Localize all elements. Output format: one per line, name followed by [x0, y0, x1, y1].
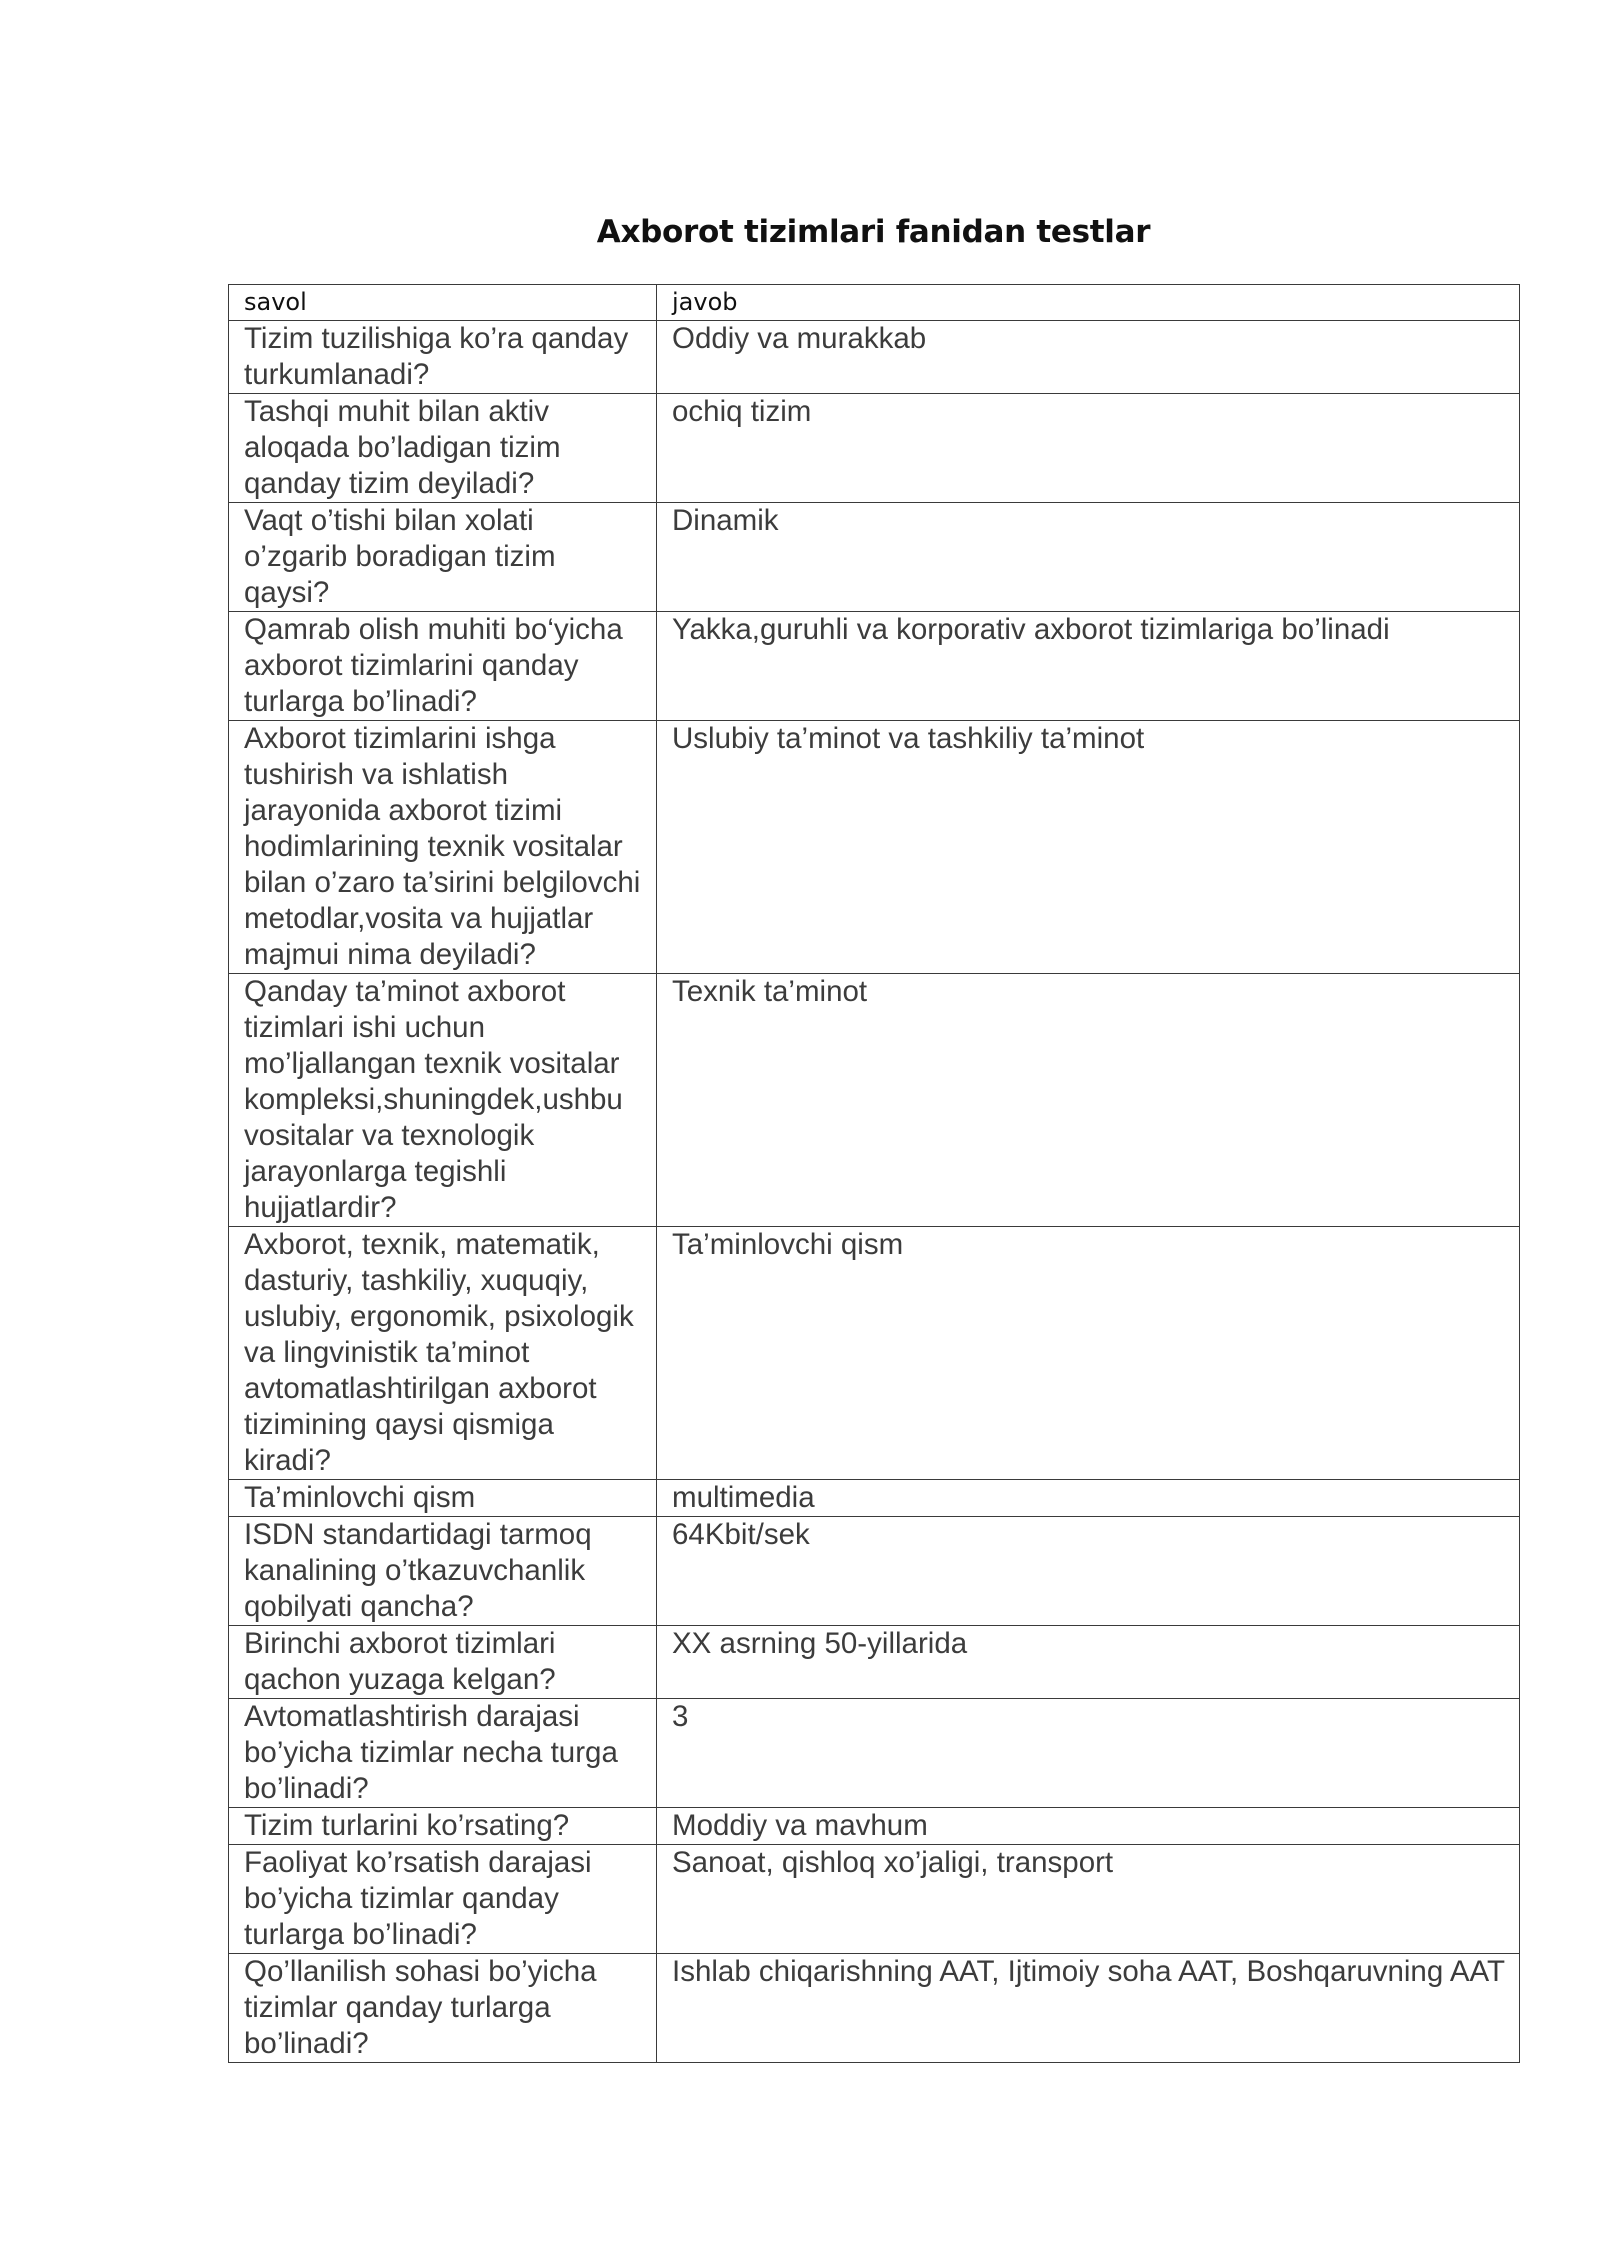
- answer-cell: Oddiy va murakkab: [657, 321, 1520, 394]
- question-cell: Faoliyat ko’rsatish darajasi bo’yicha tizimlar qanday turlarga bo’linadi?: [229, 1845, 657, 1954]
- table-row: [229, 1480, 1520, 1517]
- answer-cell: Ishlab chiqarishning AAT, Ijtimoiy soha AAT, Boshqaruvning AAT: [657, 1954, 1520, 2063]
- answer-cell: Ta’minlovchi qism: [657, 1227, 1520, 1480]
- column-header-question: savol: [229, 285, 657, 321]
- answer-cell: 64Kbit/sek: [657, 1517, 1520, 1626]
- answer-cell: Moddiy va mavhum: [657, 1808, 1520, 1845]
- answer-cell: 3: [657, 1699, 1520, 1808]
- question-cell: Tashqi muhit bilan aktiv aloqada bo’ladigan tizim qanday tizim deyiladi?: [229, 394, 657, 503]
- answer-cell: Texnik ta’minot: [657, 974, 1520, 1227]
- table-row: [229, 321, 1520, 394]
- qa-table: [228, 284, 1520, 2063]
- table-row: [229, 1954, 1520, 2063]
- question-cell: Tizim tuzilishiga ko’ra qanday turkumlanadi?: [229, 321, 657, 394]
- table-header-row: [229, 285, 1520, 321]
- table-row: [229, 503, 1520, 612]
- question-cell: Birinchi axborot tizimlari qachon yuzaga kelgan?: [229, 1626, 657, 1699]
- table-row: [229, 1808, 1520, 1845]
- answer-cell: Dinamik: [657, 503, 1520, 612]
- table-row: [229, 721, 1520, 974]
- answer-cell: XX asrning 50-yillarida: [657, 1626, 1520, 1699]
- question-cell: Avtomatlashtirish darajasi bo’yicha tizimlar necha turga bo’linadi?: [229, 1699, 657, 1808]
- table-row: [229, 1699, 1520, 1808]
- table-row: [229, 974, 1520, 1227]
- answer-cell: ochiq tizim: [657, 394, 1520, 503]
- page-title: Axborot tizimlari fanidan testlar: [596, 214, 1151, 250]
- question-cell: Axborot, texnik, matematik, dasturiy, tashkiliy, xuquqiy, uslubiy, ergonomik, psixologik va lingvinistik ta’minot avtomatlashtirilgan axborot tizimining qaysi qismiga kiradi?: [229, 1227, 657, 1480]
- question-cell: ISDN standartidagi tarmoq kanalining o’tkazuvchanlik qobilyati qancha?: [229, 1517, 657, 1626]
- table-row: [229, 394, 1520, 503]
- answer-cell: Yakka,guruhli va korporativ axborot tizimlariga bo’linadi: [657, 612, 1520, 721]
- table-row: [229, 1626, 1520, 1699]
- question-cell: Axborot tizimlarini ishga tushirish va ishlatish jarayonida axborot tizimi hodimlarining texnik vositalar bilan o’zaro ta’sirini belgilovchi metodlar,vosita va hujjatlar majmui nima deyiladi?: [229, 721, 657, 974]
- answer-cell: multimedia: [657, 1480, 1520, 1517]
- answer-cell: Sanoat, qishloq xo’jaligi, transport: [657, 1845, 1520, 1954]
- question-cell: Vaqt o’tishi bilan xolati o’zgarib boradigan tizim qaysi?: [229, 503, 657, 612]
- table-row: [229, 1517, 1520, 1626]
- column-header-answer: javob: [657, 285, 1520, 321]
- question-cell: Qamrab olish muhiti bo‘yicha axborot tizimlarini qanday turlarga bo’linadi?: [229, 612, 657, 721]
- question-cell: Ta’minlovchi qism: [229, 1480, 657, 1517]
- question-cell: Qanday ta’minot axborot tizimlari ishi uchun mo’ljallangan texnik vositalar kompleksi,shuningdek,ushbu vositalar va texnologik jarayonlarga tegishli hujjatlardir?: [229, 974, 657, 1227]
- question-cell: Qo’llanilish sohasi bo’yicha tizimlar qanday turlarga bo’linadi?: [229, 1954, 657, 2063]
- table-row: [229, 1845, 1520, 1954]
- answer-cell: Uslubiy ta’minot va tashkiliy ta’minot: [657, 721, 1520, 974]
- table-row: [229, 1227, 1520, 1480]
- table-row: [229, 612, 1520, 721]
- question-cell: Tizim turlarini ko’rsating?: [229, 1808, 657, 1845]
